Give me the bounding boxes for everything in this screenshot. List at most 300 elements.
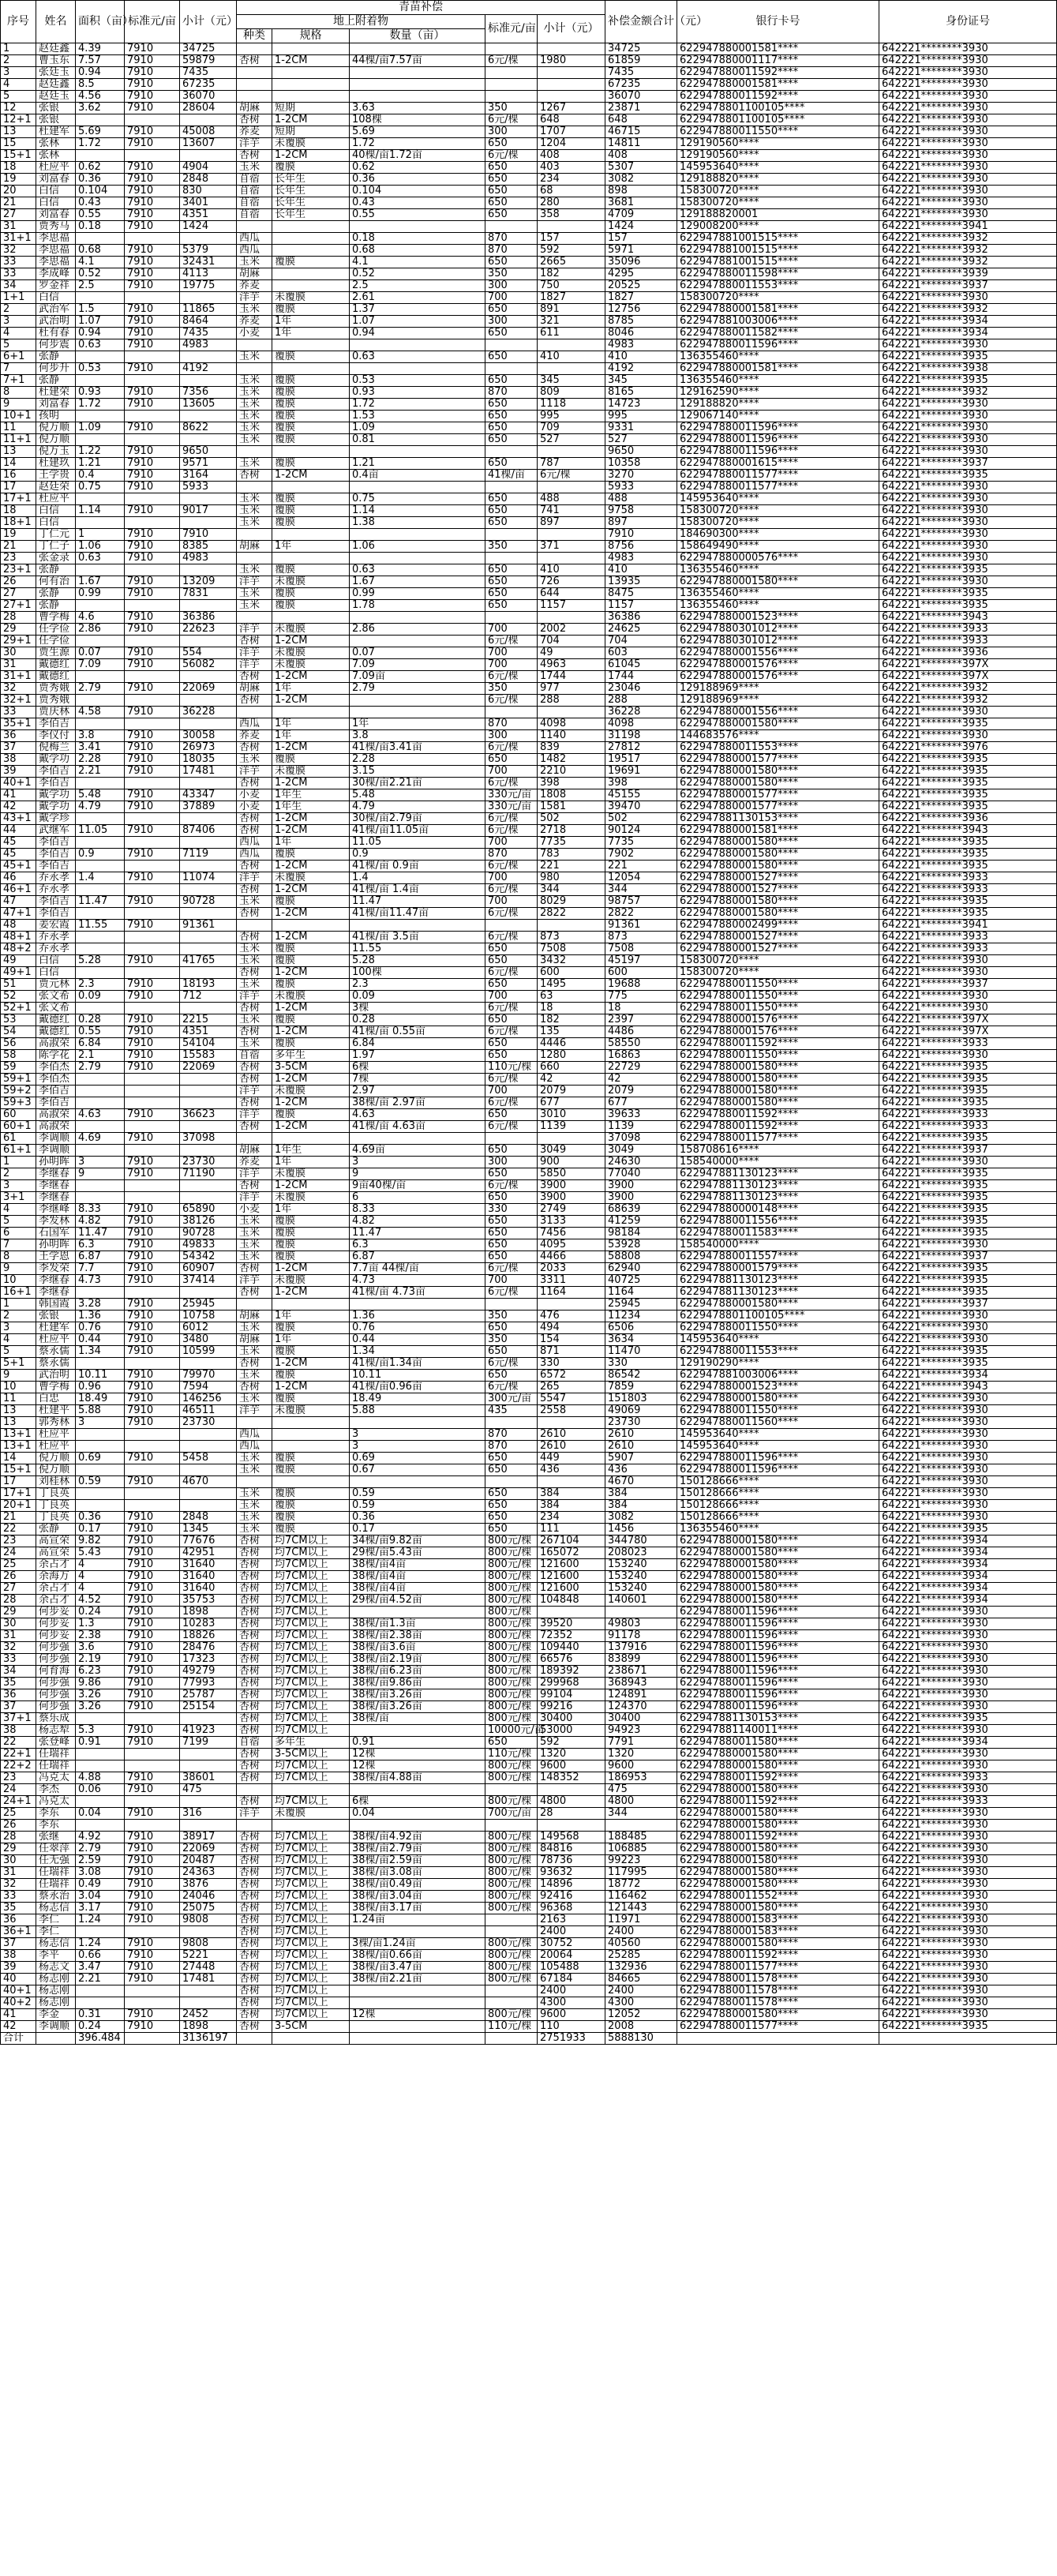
spec-cell: 1-2CM <box>272 671 350 683</box>
id-number-cell: 642221********3930 <box>879 1310 1057 1322</box>
subtotal-cell: 42951 <box>180 1547 237 1559</box>
species-cell: 苜蓿 <box>237 1050 272 1062</box>
id-number-cell: 642221********3933 <box>879 1121 1057 1133</box>
area-cell: 4 <box>76 1571 125 1583</box>
spec-cell: 均7CM以上 <box>272 1630 350 1642</box>
species-cell: 杏树 <box>237 1997 272 2009</box>
standard-cell: 7910 <box>125 91 180 103</box>
bank-card-cell: 129188820**** <box>677 399 879 411</box>
table-row <box>1 1571 1057 1583</box>
name-cell: 白信 <box>36 197 76 209</box>
total-cell: 8165 <box>605 387 677 399</box>
standard2-cell: 870 <box>485 1429 538 1441</box>
quantity-cell: 38棵/亩3.17亩 <box>350 1903 485 1914</box>
standard2-cell <box>485 43 538 55</box>
total-cell: 117995 <box>605 1867 677 1879</box>
standard2-cell: 870 <box>485 245 538 257</box>
spec-cell <box>272 268 350 280</box>
seq-cell: 18 <box>1 162 36 174</box>
table-row <box>1 162 1057 174</box>
bank-card-cell: 622947880001580**** <box>677 1062 879 1074</box>
seq-cell: 33 <box>1 707 36 718</box>
bank-card-cell: 622947880011596**** <box>677 422 879 434</box>
seq-cell: 1+1 <box>1 292 36 304</box>
quantity-cell: 4.82 <box>350 1216 485 1228</box>
quantity-cell: 3.8 <box>350 730 485 742</box>
id-number-cell: 642221********3930 <box>879 505 1057 517</box>
subtotal2-cell: 1744 <box>538 671 605 683</box>
species-cell: 小麦 <box>237 1204 272 1216</box>
standard2-cell: 650 <box>485 328 538 339</box>
seq-cell: 25 <box>1 1808 36 1820</box>
seq-cell: 26 <box>1 1820 36 1832</box>
table-row <box>1 1014 1057 1026</box>
subtotal-cell: 22069 <box>180 1843 237 1855</box>
subtotal2-cell <box>538 1417 605 1429</box>
seq-cell: 37+1 <box>1 1713 36 1725</box>
subtotal2-cell: 9600 <box>538 1760 605 1772</box>
subtotal2-cell: 7735 <box>538 837 605 849</box>
species-cell <box>237 1417 272 1429</box>
standard-cell: 7910 <box>125 1322 180 1334</box>
spec-cell: 覆膜 <box>272 955 350 967</box>
species-cell: 洋芋 <box>237 1405 272 1417</box>
bank-card-cell: 622947880001583**** <box>677 1914 879 1926</box>
total-cell: 98757 <box>605 896 677 908</box>
species-cell: 西瓜 <box>237 1429 272 1441</box>
subtotal2-cell <box>538 67 605 79</box>
area-cell: 0.4 <box>76 470 125 482</box>
area-cell <box>76 1429 125 1441</box>
standard-cell: 7910 <box>125 1050 180 1062</box>
area-cell: 8.33 <box>76 1204 125 1216</box>
subtotal2-cell: 3311 <box>538 1275 605 1287</box>
standard-cell: 7910 <box>125 316 180 328</box>
total-cell: 410 <box>605 351 677 363</box>
area-cell: 6.87 <box>76 1251 125 1263</box>
quantity-cell: 5.88 <box>350 1405 485 1417</box>
quantity-cell: 29棵/亩4.52亩 <box>350 1595 485 1607</box>
standard-cell <box>125 1003 180 1014</box>
total-cell: 94923 <box>605 1725 677 1737</box>
subtotal-cell: 9808 <box>180 1938 237 1950</box>
subtotal2-cell: 30752 <box>538 1938 605 1950</box>
standard-cell: 7910 <box>125 541 180 553</box>
name-cell: 李调顺 <box>36 2021 76 2033</box>
bank-card-cell: 184690300**** <box>677 529 879 541</box>
standard2-cell: 650 <box>485 138 538 150</box>
standard2-cell: 300 <box>485 126 538 138</box>
quantity-cell: 41棵/亩 0.55亩 <box>350 1026 485 1038</box>
quantity-cell: 11.55 <box>350 943 485 955</box>
standard2-cell: 650 <box>485 1737 538 1749</box>
spec-cell: 3-5CM <box>272 2021 350 2033</box>
seq-cell: 22 <box>1 1524 36 1535</box>
subtotal2-cell: 234 <box>538 1512 605 1524</box>
area-cell <box>76 932 125 943</box>
bank-card-cell: 158540000**** <box>677 1239 879 1251</box>
seq-cell: 32 <box>1 245 36 257</box>
bank-card-cell: 622947880001576**** <box>677 1014 879 1026</box>
standard-cell: 7910 <box>125 1547 180 1559</box>
table-row <box>1 553 1057 564</box>
seq-cell: 32 <box>1 1879 36 1891</box>
subtotal2-cell: 2822 <box>538 908 605 920</box>
area-cell <box>76 967 125 979</box>
subtotal-cell: 2848 <box>180 1512 237 1524</box>
id-number-cell: 642221********3930 <box>879 1891 1057 1903</box>
subtotal2-cell: 871 <box>538 1346 605 1358</box>
seq-cell: 1 <box>1 43 36 55</box>
total-cell: 116462 <box>605 1891 677 1903</box>
spec-cell: 1-2CM <box>272 1003 350 1014</box>
subtotal-cell: 2215 <box>180 1014 237 1026</box>
species-cell: 杏树 <box>237 1974 272 1985</box>
subtotal-cell: 37889 <box>180 801 237 813</box>
spec-cell: 1年 <box>272 837 350 849</box>
total-cell: 488 <box>605 493 677 505</box>
name-cell: 白信 <box>36 186 76 197</box>
name-cell: 丁仁子 <box>36 541 76 553</box>
subtotal-cell: 56082 <box>180 659 237 671</box>
quantity-cell: 2.3 <box>350 979 485 991</box>
table-row <box>1 1370 1057 1382</box>
subtotal-cell: 13605 <box>180 399 237 411</box>
name-cell: 赵廷鑫 <box>36 79 76 91</box>
subtotal2-cell: 121600 <box>538 1559 605 1571</box>
quantity-cell: 0.36 <box>350 174 485 186</box>
species-cell: 杏树 <box>237 1867 272 1879</box>
area-cell: 1.21 <box>76 458 125 470</box>
spec-cell: 覆膜 <box>272 351 350 363</box>
standard-cell <box>125 411 180 422</box>
table-row <box>1 1287 1057 1299</box>
name-cell: 张银 <box>36 103 76 114</box>
subtotal-cell: 91361 <box>180 920 237 932</box>
name-cell: 何步强 <box>36 1701 76 1713</box>
species-cell: 玉米 <box>237 588 272 600</box>
bank-card-cell: 622947880001580**** <box>677 1808 879 1820</box>
subtotal-cell: 2848 <box>180 174 237 186</box>
subtotal-cell: 146256 <box>180 1393 237 1405</box>
total-cell: 45197 <box>605 955 677 967</box>
standard-cell <box>125 695 180 707</box>
subtotal2-cell: 809 <box>538 387 605 399</box>
quantity-cell: 6.3 <box>350 1239 485 1251</box>
name-cell: 杨志文 <box>36 1962 76 1974</box>
seq-cell: 27+1 <box>1 600 36 612</box>
subtotal-cell <box>180 967 237 979</box>
bank-card-cell: 622947880011596**** <box>677 1464 879 1476</box>
standard2-cell: 700 <box>485 872 538 884</box>
area-cell <box>76 1086 125 1097</box>
table-row <box>1 1559 1057 1571</box>
area-cell: 1.06 <box>76 541 125 553</box>
standard2-cell: 650 <box>485 955 538 967</box>
standard-cell: 7910 <box>125 1571 180 1583</box>
id-number-cell: 642221********3930 <box>879 292 1057 304</box>
spec-cell: 覆膜 <box>272 517 350 529</box>
subtotal2-cell: 3133 <box>538 1216 605 1228</box>
standard2-cell: 650 <box>485 1322 538 1334</box>
standard-cell: 7910 <box>125 801 180 813</box>
species-cell: 胡麻 <box>237 541 272 553</box>
subtotal2-cell: 165072 <box>538 1547 605 1559</box>
subtotal2-cell <box>538 1299 605 1310</box>
seq-cell: 22+1 <box>1 1749 36 1760</box>
standard-cell: 7910 <box>125 103 180 114</box>
name-cell: 李调顺 <box>36 1133 76 1145</box>
name-cell: 白信 <box>36 967 76 979</box>
bank-card-cell: 622947880011596**** <box>677 1654 879 1666</box>
quantity-cell: 40棵/亩1.72亩 <box>350 150 485 162</box>
area-cell: 0.55 <box>76 1026 125 1038</box>
spec-cell: 均7CM以上 <box>272 1903 350 1914</box>
standard-cell: 7910 <box>125 1157 180 1168</box>
quantity-cell: 0.53 <box>350 375 485 387</box>
area-cell: 0.18 <box>76 221 125 233</box>
seq-cell: 15+1 <box>1 1464 36 1476</box>
standard2-cell: 800元/棵 <box>485 1571 538 1583</box>
subtotal-cell <box>180 1985 237 1997</box>
standard2-cell: 700 <box>485 659 538 671</box>
header-species: 种类 <box>237 29 272 43</box>
total-cell: 83899 <box>605 1654 677 1666</box>
standard2-cell <box>485 1133 538 1145</box>
bank-card-cell: 622947881130153**** <box>677 813 879 825</box>
id-number-cell: 642221********3935 <box>879 1074 1057 1086</box>
total-cell: 3270 <box>605 470 677 482</box>
standard-cell: 7910 <box>125 1666 180 1678</box>
id-number-cell: 642221********3930 <box>879 1405 1057 1417</box>
subtotal-cell: 13209 <box>180 576 237 588</box>
quantity-cell: 1.34 <box>350 1346 485 1358</box>
standard-cell: 7910 <box>125 707 180 718</box>
total-cell: 31198 <box>605 730 677 742</box>
standard2-cell: 110元/棵 <box>485 1749 538 1760</box>
standard2-cell: 800元/棵 <box>485 1796 538 1808</box>
total-cell: 39470 <box>605 801 677 813</box>
total-cell: 4295 <box>605 268 677 280</box>
table-row <box>1 351 1057 363</box>
seq-cell: 36 <box>1 1689 36 1701</box>
standard-cell <box>125 564 180 576</box>
quantity-cell: 4.79 <box>350 801 485 813</box>
total-cell: 40560 <box>605 1938 677 1950</box>
name-cell: 戴学功 <box>36 801 76 813</box>
spec-cell: 3-5CM <box>272 1062 350 1074</box>
standard-cell: 7910 <box>125 529 180 541</box>
spec-cell: 1-2CM <box>272 470 350 482</box>
seq-cell: 13 <box>1 1405 36 1417</box>
area-cell <box>76 718 125 730</box>
bank-card-cell: 622947880001580**** <box>677 778 879 789</box>
standard-cell: 7910 <box>125 1524 180 1535</box>
standard-cell <box>125 813 180 825</box>
name-cell: 余海万 <box>36 1571 76 1583</box>
standard2-cell: 800元/棵 <box>485 1832 538 1843</box>
total-cell: 4300 <box>605 1997 677 2009</box>
id-number-cell: 642221********3932 <box>879 387 1057 399</box>
quantity-cell: 38棵/亩3.04亩 <box>350 1891 485 1903</box>
bank-card-cell: 622947880011550**** <box>677 1322 879 1334</box>
bank-card-cell: 622947880011592**** <box>677 1772 879 1784</box>
spec-cell: 覆膜 <box>272 1109 350 1121</box>
id-number-cell: 642221********3937 <box>879 979 1057 991</box>
quantity-cell <box>350 482 485 493</box>
spec-cell: 覆膜 <box>272 1239 350 1251</box>
total-cell: 344 <box>605 1808 677 1820</box>
subtotal2-cell: 3010 <box>538 1109 605 1121</box>
species-cell <box>237 553 272 564</box>
name-cell: 李继春 <box>36 1275 76 1287</box>
subtotal2-cell: 2718 <box>538 825 605 837</box>
area-cell: 3.08 <box>76 1867 125 1879</box>
area-cell: 0.104 <box>76 186 125 197</box>
id-number-cell: 642221********3930 <box>879 553 1057 564</box>
id-number-cell: 642221********3935 <box>879 789 1057 801</box>
total-cell: 27812 <box>605 742 677 754</box>
quantity-cell: 41棵/亩 4.63亩 <box>350 1121 485 1133</box>
quantity-cell: 38棵/亩 2.97亩 <box>350 1097 485 1109</box>
bank-card-cell: 622947880001580**** <box>677 861 879 872</box>
total-cell: 5307 <box>605 162 677 174</box>
spec-cell: 覆膜 <box>272 162 350 174</box>
total-cell: 775 <box>605 991 677 1003</box>
subtotal-cell: 4351 <box>180 209 237 221</box>
subtotal-cell: 554 <box>180 647 237 659</box>
quantity-cell: 38棵/亩4.88亩 <box>350 1772 485 1784</box>
quantity-cell: 3棵 <box>350 1003 485 1014</box>
standard-cell: 7910 <box>125 1914 180 1926</box>
area-cell: 5.28 <box>76 955 125 967</box>
standard2-cell: 800元/棵 <box>485 1903 538 1914</box>
area-cell <box>76 114 125 126</box>
species-cell: 玉米 <box>237 411 272 422</box>
subtotal2-cell: 72352 <box>538 1630 605 1642</box>
bank-card-cell: 622947880001527**** <box>677 872 879 884</box>
subtotal-cell <box>180 233 237 245</box>
standard-cell: 7910 <box>125 505 180 517</box>
total-cell: 23730 <box>605 1417 677 1429</box>
table-row <box>1 1938 1057 1950</box>
species-cell: 洋芋 <box>237 766 272 778</box>
subtotal2-cell: 3900 <box>538 1192 605 1204</box>
seq-cell: 35 <box>1 1678 36 1689</box>
spec-cell: 未覆膜 <box>272 1192 350 1204</box>
seq-cell: 16 <box>1 470 36 482</box>
quantity-cell: 3棵/亩1.24亩 <box>350 1938 485 1950</box>
total-cell: 2400 <box>605 1985 677 1997</box>
spec-cell: 未覆膜 <box>272 659 350 671</box>
total-cell: 9650 <box>605 446 677 458</box>
subtotal-cell: 30058 <box>180 730 237 742</box>
subtotal-cell: 25075 <box>180 1903 237 1914</box>
seq-cell: 13 <box>1 446 36 458</box>
quantity-cell: 0.04 <box>350 1808 485 1820</box>
id-number-cell: 642221********3930 <box>879 529 1057 541</box>
subtotal-cell <box>180 114 237 126</box>
species-cell: 苜蓿 <box>237 209 272 221</box>
total-cell: 5907 <box>605 1453 677 1464</box>
seq-cell: 42 <box>1 2021 36 2033</box>
bank-card-cell: 622947880011582**** <box>677 328 879 339</box>
spec-cell: 1年 <box>272 1204 350 1216</box>
table-row <box>1 1749 1057 1760</box>
bank-card-cell: 129008200**** <box>677 221 879 233</box>
header-name: 姓名 <box>36 1 76 43</box>
subtotal-cell: 25945 <box>180 1299 237 1310</box>
spec-cell: 均7CM以上 <box>272 1725 350 1737</box>
seq-cell: 31 <box>1 659 36 671</box>
species-cell <box>237 43 272 55</box>
species-cell: 西瓜 <box>237 233 272 245</box>
total-cell: 36070 <box>605 91 677 103</box>
species-cell: 胡麻 <box>237 1310 272 1322</box>
table-row <box>1 932 1057 943</box>
spec-cell: 1年生 <box>272 801 350 813</box>
quantity-cell: 11.47 <box>350 896 485 908</box>
id-number-cell: 642221********3939 <box>879 268 1057 280</box>
total-cell: 124370 <box>605 1701 677 1713</box>
quantity-cell: 1.21 <box>350 458 485 470</box>
bank-card-cell: 622947880001117**** <box>677 55 879 67</box>
total-cell: 1424 <box>605 221 677 233</box>
spec-cell: 覆膜 <box>272 375 350 387</box>
area-cell: 2.28 <box>76 754 125 766</box>
total-cell: 9600 <box>605 1760 677 1772</box>
id-number-cell: 642221********3935 <box>879 1524 1057 1535</box>
standard2-cell: 650 <box>485 600 538 612</box>
table-row <box>1 1192 1057 1204</box>
standard-cell <box>125 884 180 896</box>
header-compensation-group: 青苗补偿 <box>237 1 605 15</box>
standard2-cell: 800元/棵 <box>485 1950 538 1962</box>
bank-card-cell: 622947880011550**** <box>677 1003 879 1014</box>
area-cell: 0.55 <box>76 209 125 221</box>
total-cell: 90124 <box>605 825 677 837</box>
quantity-cell: 3.15 <box>350 766 485 778</box>
name-cell: 李继春 <box>36 1168 76 1180</box>
quantity-cell: 38棵/亩3.47亩 <box>350 1962 485 1974</box>
bank-card-cell: 622947880011592**** <box>677 1950 879 1962</box>
seq-cell: 15+1 <box>1 150 36 162</box>
quantity-cell: 38棵/亩3.26亩 <box>350 1701 485 1713</box>
quantity-cell: 38棵/亩4亩 <box>350 1583 485 1595</box>
subtotal-cell <box>180 1121 237 1133</box>
seq-cell: 39 <box>1 1962 36 1974</box>
species-cell: 杏树 <box>237 1583 272 1595</box>
subtotal-cell <box>180 1713 237 1725</box>
standard-cell: 7910 <box>125 825 180 837</box>
table-row <box>1 1228 1057 1239</box>
subtotal2-cell: 384 <box>538 1488 605 1500</box>
subtotal2-cell: 1320 <box>538 1749 605 1760</box>
subtotal-cell <box>180 351 237 363</box>
total-cell: 86542 <box>605 1370 677 1382</box>
spec-cell: 1-2CM <box>272 967 350 979</box>
quantity-cell: 0.59 <box>350 1500 485 1512</box>
quantity-cell <box>350 636 485 647</box>
species-cell: 玉米 <box>237 1370 272 1382</box>
bank-card-cell: 622947880011592**** <box>677 1109 879 1121</box>
area-cell: 3.62 <box>76 103 125 114</box>
table-row <box>1 1086 1057 1097</box>
subtotal-cell: 49833 <box>180 1239 237 1251</box>
area-cell: 3 <box>76 1417 125 1429</box>
species-cell: 杏树 <box>237 813 272 825</box>
header-id-number: 身份证号 <box>879 1 1057 43</box>
